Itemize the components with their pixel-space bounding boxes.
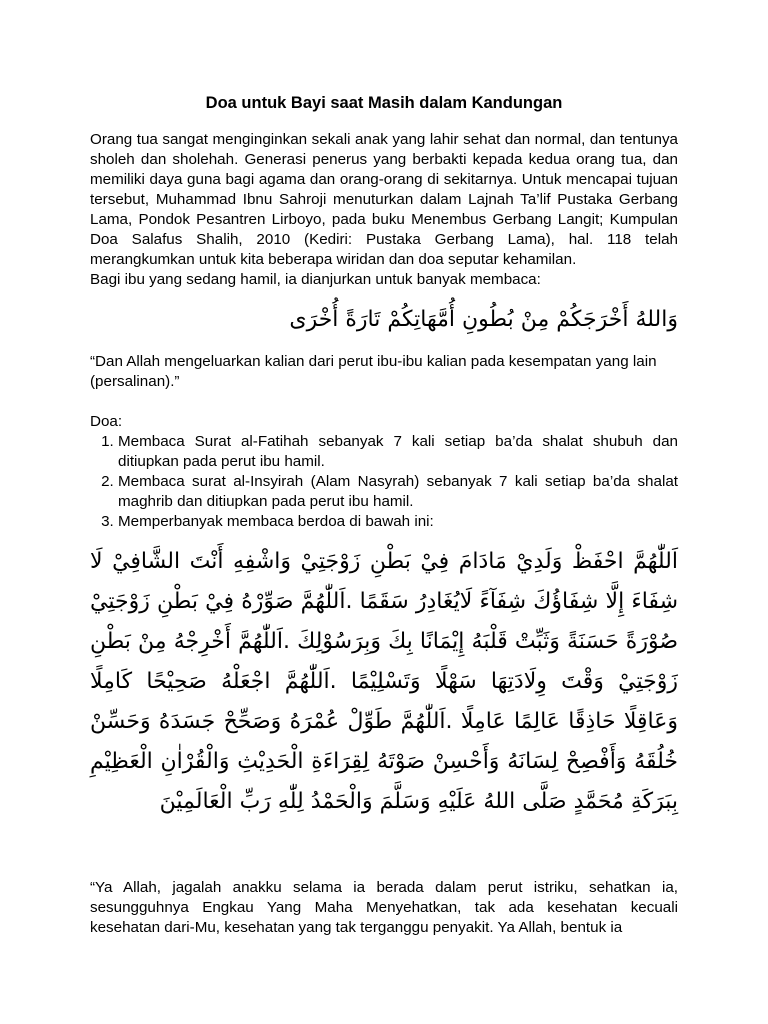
doa-list <box>90 432 678 532</box>
document-title: Doa untuk Bayi saat Masih dalam Kandungan <box>205 94 563 112</box>
doa-heading: Doa: <box>90 413 123 430</box>
verse-translation: “Dan Allah mengeluarkan kalian dari perut ibu-ibu kalian pada kesempatan yang lain (persalinan).” <box>90 353 657 390</box>
prayer-translation: “Ya Allah, jagalah anakku selama ia berada dalam perut istriku, sehatkan ia, sesungguhnya Engkau Yang Maha Menyehatkan, tak ada kesehatan kecuali kesehatan dari-Mu, kesehatan yang tak terganggu penyakit. Ya Allah, bentuk ia <box>90 879 678 936</box>
lead-paragraph: Bagi ibu yang sedang hamil, ia dianjurkan untuk banyak membaca: <box>90 271 541 288</box>
quran-verse-arabic: وَاللهُ أَخْرَجَكُمْ مِنْ بُطُونِ أُمَّهَاتِكُمْ تَارَةً أُخْرَى <box>289 307 678 332</box>
intro-paragraph: Orang tua sangat menginginkan sekali anak yang lahir sehat dan normal, dan tentunya sholeh dan sholehah. Generasi penerus yang berbakti kepada kedua orang tua, dan memiliki daya guna bagi agama dan orang-orang di sekitarnya. Untuk mencapai tujuan tersebut, Muhammad Ibnu Sahroji menuturkan dalam Lajnah Ta’lif Pustaka Gerbang Lama, Pondok Pesantren Lirboyo, pada buku Menembus Gerbang Langit; Kumpulan Doa Salafus Shalih, 2010 (Kediri: Pustaka Gerbang Lama), hal. 118 telah merangkumkan untuk kita beberapa wiridan dan doa seputar kehamilan. <box>90 131 678 268</box>
prayer-arabic: اَللّٰهُمَّ احْفَظْ وَلَدِيْ مَادَامَ فِيْ بَطْنِ زَوْجَتِيْ وَاشْفِهِ أَنْتَ الشَّافِيْ لَا شِفَاءَ إِلَّا شِفَاؤُكَ شِفَآءً لَايُغَادِرُ سَقَمًا .اَللّٰهُمَّ صَوِّرْهُ فِيْ بَطْنِ زَوْجَتِيْ صُوْرَةً حَسَنَةً وَثَبِّتْ قَلْبَهُ إِيْمَانًا بِكَ وَبِرَسُوْلِكَ .اَللّٰهُمَّ أَخْرِجْهُ مِنْ بَطْنِ زَوْجَتِيْ وَقْتَ وِلَادَتِهَا سَهْلًا وَتَسْلِيْمًا .اَللّٰهُمَّ اجْعَلْهُ صَحِيْحًا كَامِلًا وَعَاقِلًا حَاذِقًا عَالِمًا عَامِلًا .اَللّٰهُمَّ طَوِّلْ عُمْرَهُ وَصَحِّحْ جَسَدَهُ وَحَسِّنْ خُلُقَهُ وَأَفْصِحْ لِسَانَهُ وَأَحْسِنْ صَوْتَهُ لِقِرَاءَةِ الْحَدِيْثِ وَالْقُرْاٰنِ الْعَظِيْمِ بِبَرَكَةِ مُحَمَّدٍ صَلَّى اللهُ عَلَيْهِ وَسَلَّمَ وَالْحَمْدُ لِلّٰهِ رَبِّ الْعَالَمِيْنَ <box>90 549 678 814</box>
doa-item-3: 3. Memperbanyak membaca berdoa di bawah ini: <box>118 512 678 532</box>
doa-item-2: 2. Membaca surat al-Insyirah (Alam Nasyrah) sebanyak 7 kali setiap ba’da shalat maghrib dan ditiupkan pada perut ibu hamil. <box>118 472 678 512</box>
doa-item-1: 1. Membaca Surat al-Fatihah sebanyak 7 kali setiap ba’da shalat shubuh dan ditiupkan pada perut ibu hamil. <box>118 432 678 472</box>
